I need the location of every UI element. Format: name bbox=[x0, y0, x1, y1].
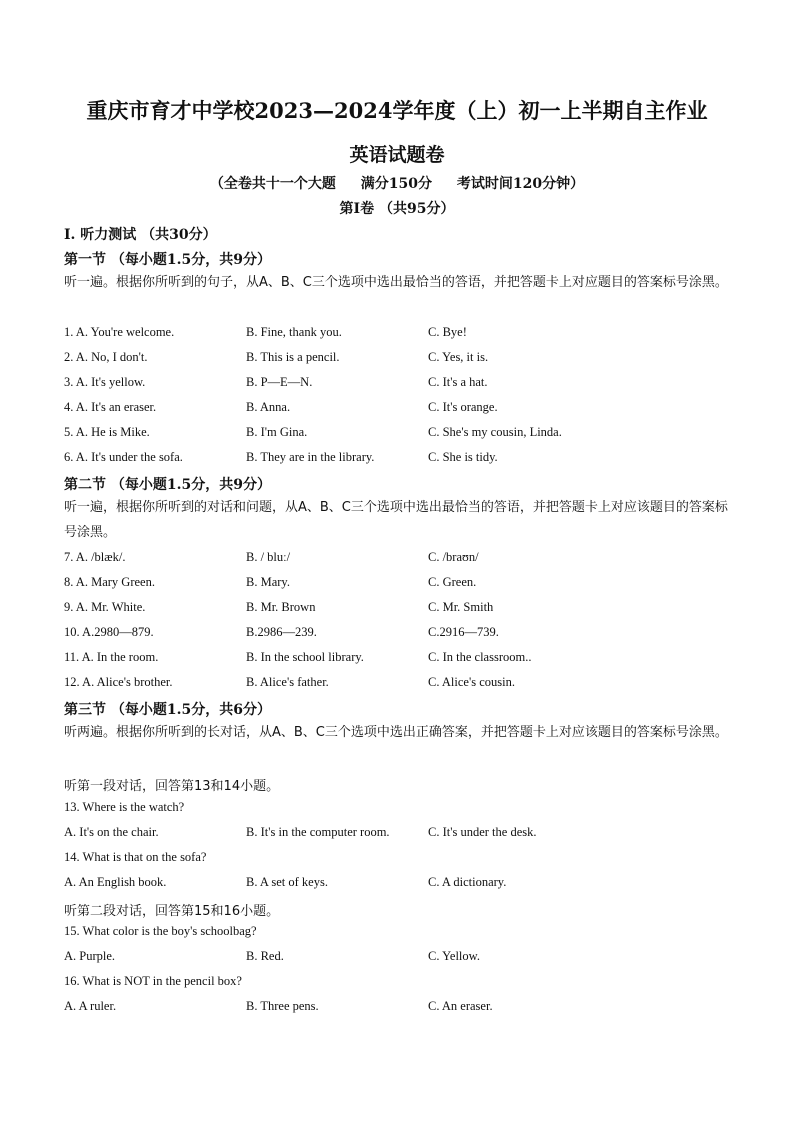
exam-title: 重庆市育才中学校2023—2024学年度（上）初一上半期自主作业 bbox=[86, 98, 708, 123]
question-14: 14. What is that on the sofa? bbox=[64, 850, 207, 864]
section2-heading: 第二节 （每小题1.5分，共9分） bbox=[64, 477, 271, 493]
option-a: 11. A. In the room. bbox=[64, 650, 159, 664]
question-row bbox=[0, 325, 794, 345]
dialogue1-prompt: 听第一段对话，回答第13和14小题。 bbox=[64, 779, 280, 794]
exam-info-time: 考试时间120分钟） bbox=[456, 176, 585, 192]
option-a: 1. A. You're welcome. bbox=[64, 325, 175, 339]
option-c: C. It's orange. bbox=[428, 400, 498, 414]
section2-instruction: 听一遍，根据你所听到的对话和问题，从A、B、C三个选项中选出最恰当的答语，并把答题卡上对应该题目的答案标号涂黑。 bbox=[64, 500, 728, 540]
option-b: B. In the school library. bbox=[246, 650, 364, 664]
option-a: 7. A. /blæk/. bbox=[64, 550, 126, 564]
section1-instruction: 听一遍。根据你所听到的句子，从A、B、C三个选项中选出最恰当的答语，并把答题卡上对应题目的答案标号涂黑。 bbox=[64, 275, 728, 290]
option-c: C. It's a hat. bbox=[428, 375, 488, 389]
option-b: B. Mr. Brown bbox=[246, 600, 316, 614]
option-c: C. Yes, it is. bbox=[428, 350, 489, 364]
option-b: B. Mary. bbox=[246, 575, 290, 589]
option-a: 4. A. It's an eraser. bbox=[64, 400, 157, 414]
option-b: B. Red. bbox=[246, 949, 284, 963]
exam-info bbox=[0, 173, 794, 193]
option-a: 5. A. He is Mike. bbox=[64, 425, 150, 439]
option-a: 2. A. No, I don't. bbox=[64, 350, 148, 364]
option-b: B. Fine, thank you. bbox=[246, 325, 342, 339]
option-a: 9. A. Mr. White. bbox=[64, 600, 146, 614]
question-row bbox=[0, 825, 794, 845]
option-c: C. It's under the desk. bbox=[428, 825, 537, 839]
option-c: C. /braʊn/ bbox=[428, 550, 479, 564]
option-c: C.2916—739. bbox=[428, 625, 499, 639]
option-c: C. An eraser. bbox=[428, 999, 493, 1013]
part1-heading: I. 听力测试 （共30分） bbox=[64, 227, 217, 243]
question-row bbox=[0, 450, 794, 470]
option-a: A. A ruler. bbox=[64, 999, 117, 1013]
exam-info-scope: （全卷共十一个大题 bbox=[209, 176, 336, 192]
option-a: 10. A.2980—879. bbox=[64, 625, 154, 639]
question-16: 16. What is NOT in the pencil box? bbox=[64, 974, 242, 988]
option-b: B. Three pens. bbox=[246, 999, 319, 1013]
option-c: C. Mr. Smith bbox=[428, 600, 494, 614]
option-b: B. P—E—N. bbox=[246, 375, 313, 389]
exam-subtitle: 英语试题卷 bbox=[349, 144, 445, 166]
question-row bbox=[0, 999, 794, 1019]
option-c: C. Bye! bbox=[428, 325, 467, 339]
question-row bbox=[0, 375, 794, 395]
option-c: C. She's my cousin, Linda. bbox=[428, 425, 562, 439]
option-b: B. / bluː/ bbox=[246, 550, 291, 564]
question-row bbox=[0, 425, 794, 445]
option-b: B.2986—239. bbox=[246, 625, 317, 639]
option-c: C. She is tidy. bbox=[428, 450, 498, 464]
question-row bbox=[0, 400, 794, 420]
question-row bbox=[0, 625, 794, 645]
question-15: 15. What color is the boy's schoolbag? bbox=[64, 924, 257, 938]
question-row bbox=[0, 575, 794, 595]
question-row bbox=[0, 949, 794, 969]
option-c: C. Yellow. bbox=[428, 949, 480, 963]
option-c: C. In the classroom.. bbox=[428, 650, 532, 664]
section1-heading: 第一节 （每小题1.5分，共9分） bbox=[64, 252, 271, 268]
question-row bbox=[0, 875, 794, 895]
question-row bbox=[0, 350, 794, 370]
option-a: 12. A. Alice's brother. bbox=[64, 675, 173, 689]
question-row bbox=[0, 650, 794, 670]
volume-heading: 第Ⅰ卷 （共95分） bbox=[339, 201, 455, 217]
question-row bbox=[0, 675, 794, 695]
option-b: B. It's in the computer room. bbox=[246, 825, 390, 839]
question-row bbox=[0, 550, 794, 570]
option-a: 6. A. It's under the sofa. bbox=[64, 450, 183, 464]
option-c: C. Green. bbox=[428, 575, 477, 589]
option-c: C. A dictionary. bbox=[428, 875, 507, 889]
dialogue2-prompt: 听第二段对话，回答第15和16小题。 bbox=[64, 904, 280, 919]
exam-info-score: 满分150分 bbox=[360, 176, 432, 192]
question-row bbox=[0, 600, 794, 620]
question-13: 13. Where is the watch? bbox=[64, 800, 185, 814]
option-b: B. This is a pencil. bbox=[246, 350, 340, 364]
option-b: B. They are in the library. bbox=[246, 450, 375, 464]
option-b: B. A set of keys. bbox=[246, 875, 328, 889]
option-a: A. It's on the chair. bbox=[64, 825, 159, 839]
option-b: B. I'm Gina. bbox=[246, 425, 308, 439]
section3-instruction: 听两遍。根据你所听到的长对话，从A、B、C三个选项中选出正确答案，并把答题卡上对应该题目的答案标号涂黑。 bbox=[64, 725, 728, 740]
option-b: B. Anna. bbox=[246, 400, 291, 414]
section3-heading: 第三节 （每小题1.5分，共6分） bbox=[64, 702, 271, 718]
option-b: B. Alice's father. bbox=[246, 675, 329, 689]
option-c: C. Alice's cousin. bbox=[428, 675, 515, 689]
option-a: 3. A. It's yellow. bbox=[64, 375, 146, 389]
option-a: A. Purple. bbox=[64, 949, 116, 963]
option-a: 8. A. Mary Green. bbox=[64, 575, 155, 589]
option-a: A. An English book. bbox=[64, 875, 167, 889]
